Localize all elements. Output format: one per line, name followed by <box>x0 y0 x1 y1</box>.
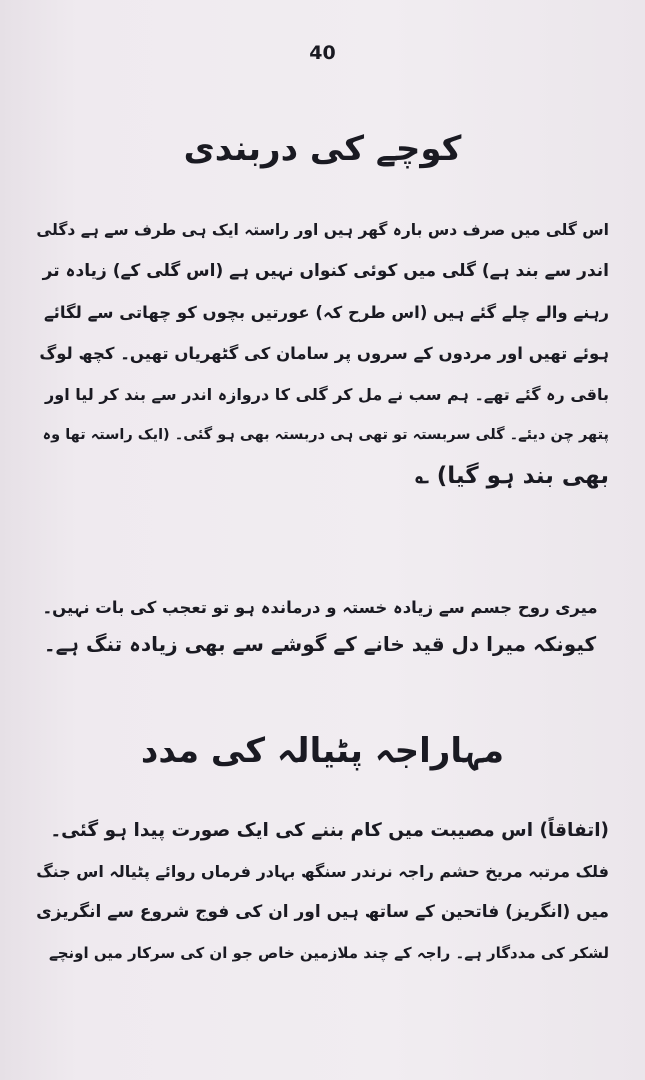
body-line: اس گلی میں صرف دس بارہ گھر ہیں اور راستہ ایک ہی طرف سے ہے دگلی <box>36 221 609 239</box>
body-line: ہوئے تھیں اور مردوں کے سروں پر سامان کی گٹھریاں تھیں۔ کچھ لوگ <box>39 344 609 363</box>
verse <box>40 590 600 662</box>
body-line: پتھر چن دیئے۔ گلی سربستہ تو تھی ہی دربستہ بھی ہو گئی۔ (ایک راستہ تھا وہ <box>42 427 609 443</box>
body-line: (اتفاقاً) اس مصیبت میں کام بننے کی ایک صورت پیدا ہو گئی۔ <box>50 820 609 841</box>
body-line: بھی بند ہو گیا) ؎ <box>415 463 609 489</box>
section2-body <box>36 810 609 974</box>
body-line: رہنے والے چلے گئے ہیں (اس طرح کہ) عورتیں بچوں کو چھاتی سے لگائے <box>44 303 609 322</box>
body-line: لشکر کی مددگار ہے۔ راجہ کے چند ملازمین خاص جو ان کی سرکار میں اونچے <box>48 944 609 962</box>
page-number: 40 <box>309 42 336 64</box>
section-heading-maharaja-patiala: مہاراجہ پٹیالہ کی مدد <box>140 731 505 771</box>
body-line: باقی رہ گئے تھے۔ ہم سب نے مل کر گلی کا دروازہ اندر سے بند کر لیا اور <box>45 385 609 404</box>
verse-line: کیونکہ میرا دل قید خانے کے گوشے سے بھی زیادہ تنگ ہے۔ <box>43 632 597 656</box>
body-line: فلک مرتبہ مریخ حشم راجہ نرندر سنگھ بہادر فرماں روائے پٹیالہ اس جنگ <box>36 862 609 881</box>
body-line: میں (انگریز) فاتحین کے ساتھ ہیں اور ان کی فوج شروع سے انگریزی <box>36 902 609 922</box>
section1-body <box>36 210 609 497</box>
body-line: اندر سے بند ہے) گلی میں کوئی کنواں نہیں ہے (اس گلی کے) زیادہ تر <box>42 261 609 281</box>
section-heading-darbandi: کوچے کی دربندی <box>183 129 462 169</box>
verse-line: میری روح جسم سے زیادہ خستہ و درماندہ ہو تو تعجب کی بات نہیں۔ <box>42 598 598 617</box>
